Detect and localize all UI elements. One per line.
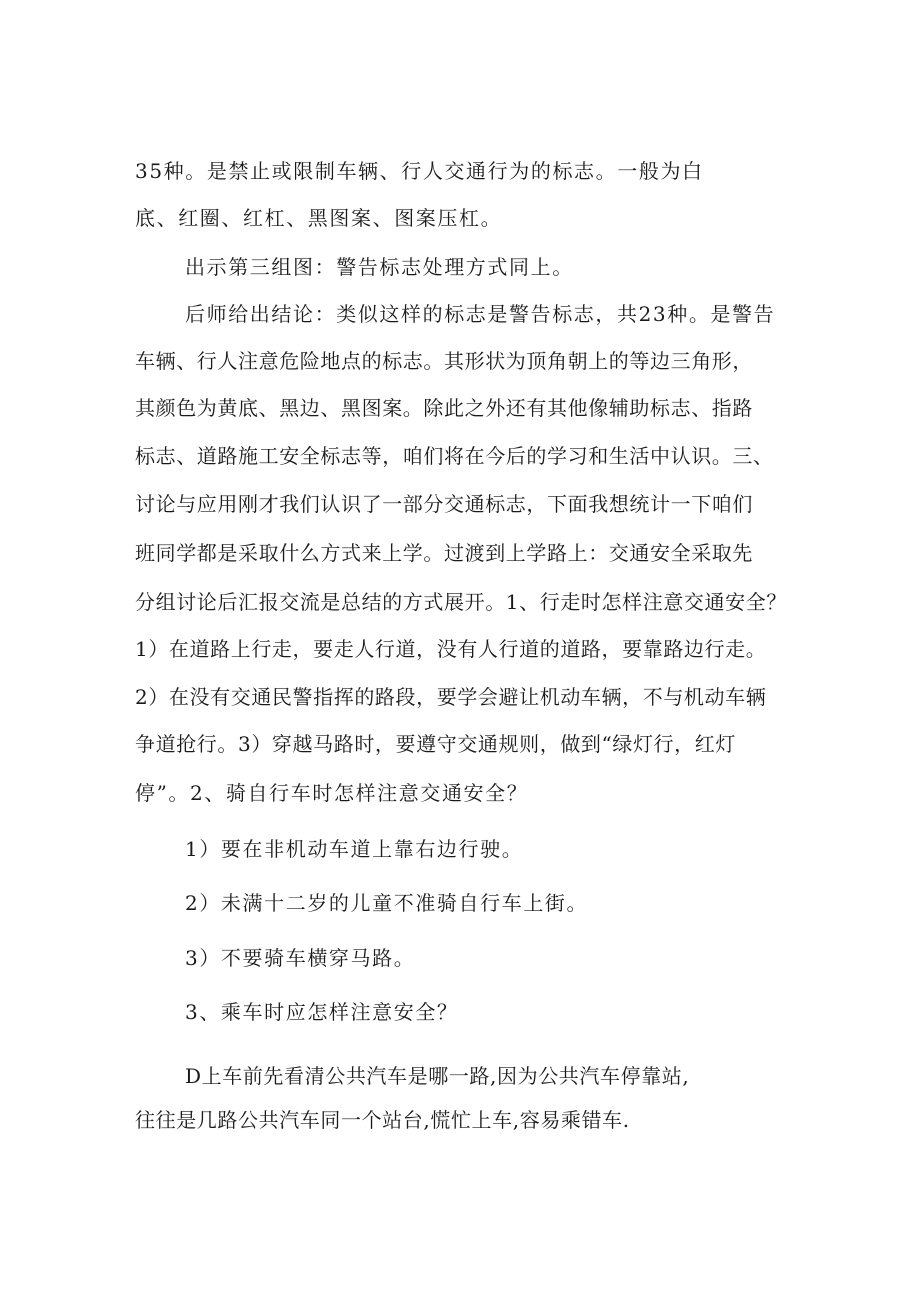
text-line: 讨论与应用刚才我们认识了一部分交通标志，下面我想统计一下咱们 xyxy=(135,492,753,516)
text-line: 2）在没有交通民警指挥的路段，要学会避让机动车辆，不与机动车辆 xyxy=(135,685,767,709)
text-line: 停”。2、骑自行车时怎样注意交通安全？ xyxy=(135,781,529,805)
text-line: 班同学都是采取什么方式来上学。过渡到上学路上：交通安全采取先 xyxy=(135,541,753,565)
text-line: 后师给出结论：类似这样的标志是警告标志，共23种。是警告 xyxy=(185,302,776,326)
text-line: 标志、道路施工安全标志等，咱们将在今后的学习和生活中认识。三、 xyxy=(135,444,774,468)
text-line: 分组讨论后汇报交流是总结的方式展开。1、行走时怎样注意交通安全？ xyxy=(135,590,787,614)
text-line: 底、红圈、红杠、黑图案、图案压杠。 xyxy=(135,206,503,230)
text-line: D上车前先看清公共汽车是哪一路,因为公共汽车停靠站, xyxy=(185,1064,690,1088)
text-line: 争道抢行。3）穿越马路时，要遵守交通规则，做到“绿灯行，红灯 xyxy=(135,732,736,756)
list-item: 2）未满十二岁的儿童不准骑自行车上街。 xyxy=(185,891,589,915)
section-heading: 3、乘车时应怎样注意安全？ xyxy=(185,1000,459,1024)
text-line: 车辆、行人注意危险地点的标志。其形状为顶角朝上的等边三角形， xyxy=(135,349,753,373)
text-line: 其颜色为黄底、黑边、黑图案。除此之外还有其他像辅助标志、指路 xyxy=(135,396,753,420)
text-line: 35种。是禁止或限制车辆、行人交通行为的标志。一般为白 xyxy=(135,159,704,183)
text-line: 1）在道路上行走，要走人行道，没有人行道的道路，要靠路边行走。 xyxy=(135,637,767,661)
text-line: 出示第三组图：警告标志处理方式同上。 xyxy=(185,255,574,279)
list-item: 3）不要骑车横穿马路。 xyxy=(185,946,416,970)
list-item: 1）要在非机动车道上靠右边行驶。 xyxy=(185,837,524,861)
text-line: 往往是几路公共汽车同一个站台,慌忙上车,容易乘错车. xyxy=(135,1108,630,1132)
